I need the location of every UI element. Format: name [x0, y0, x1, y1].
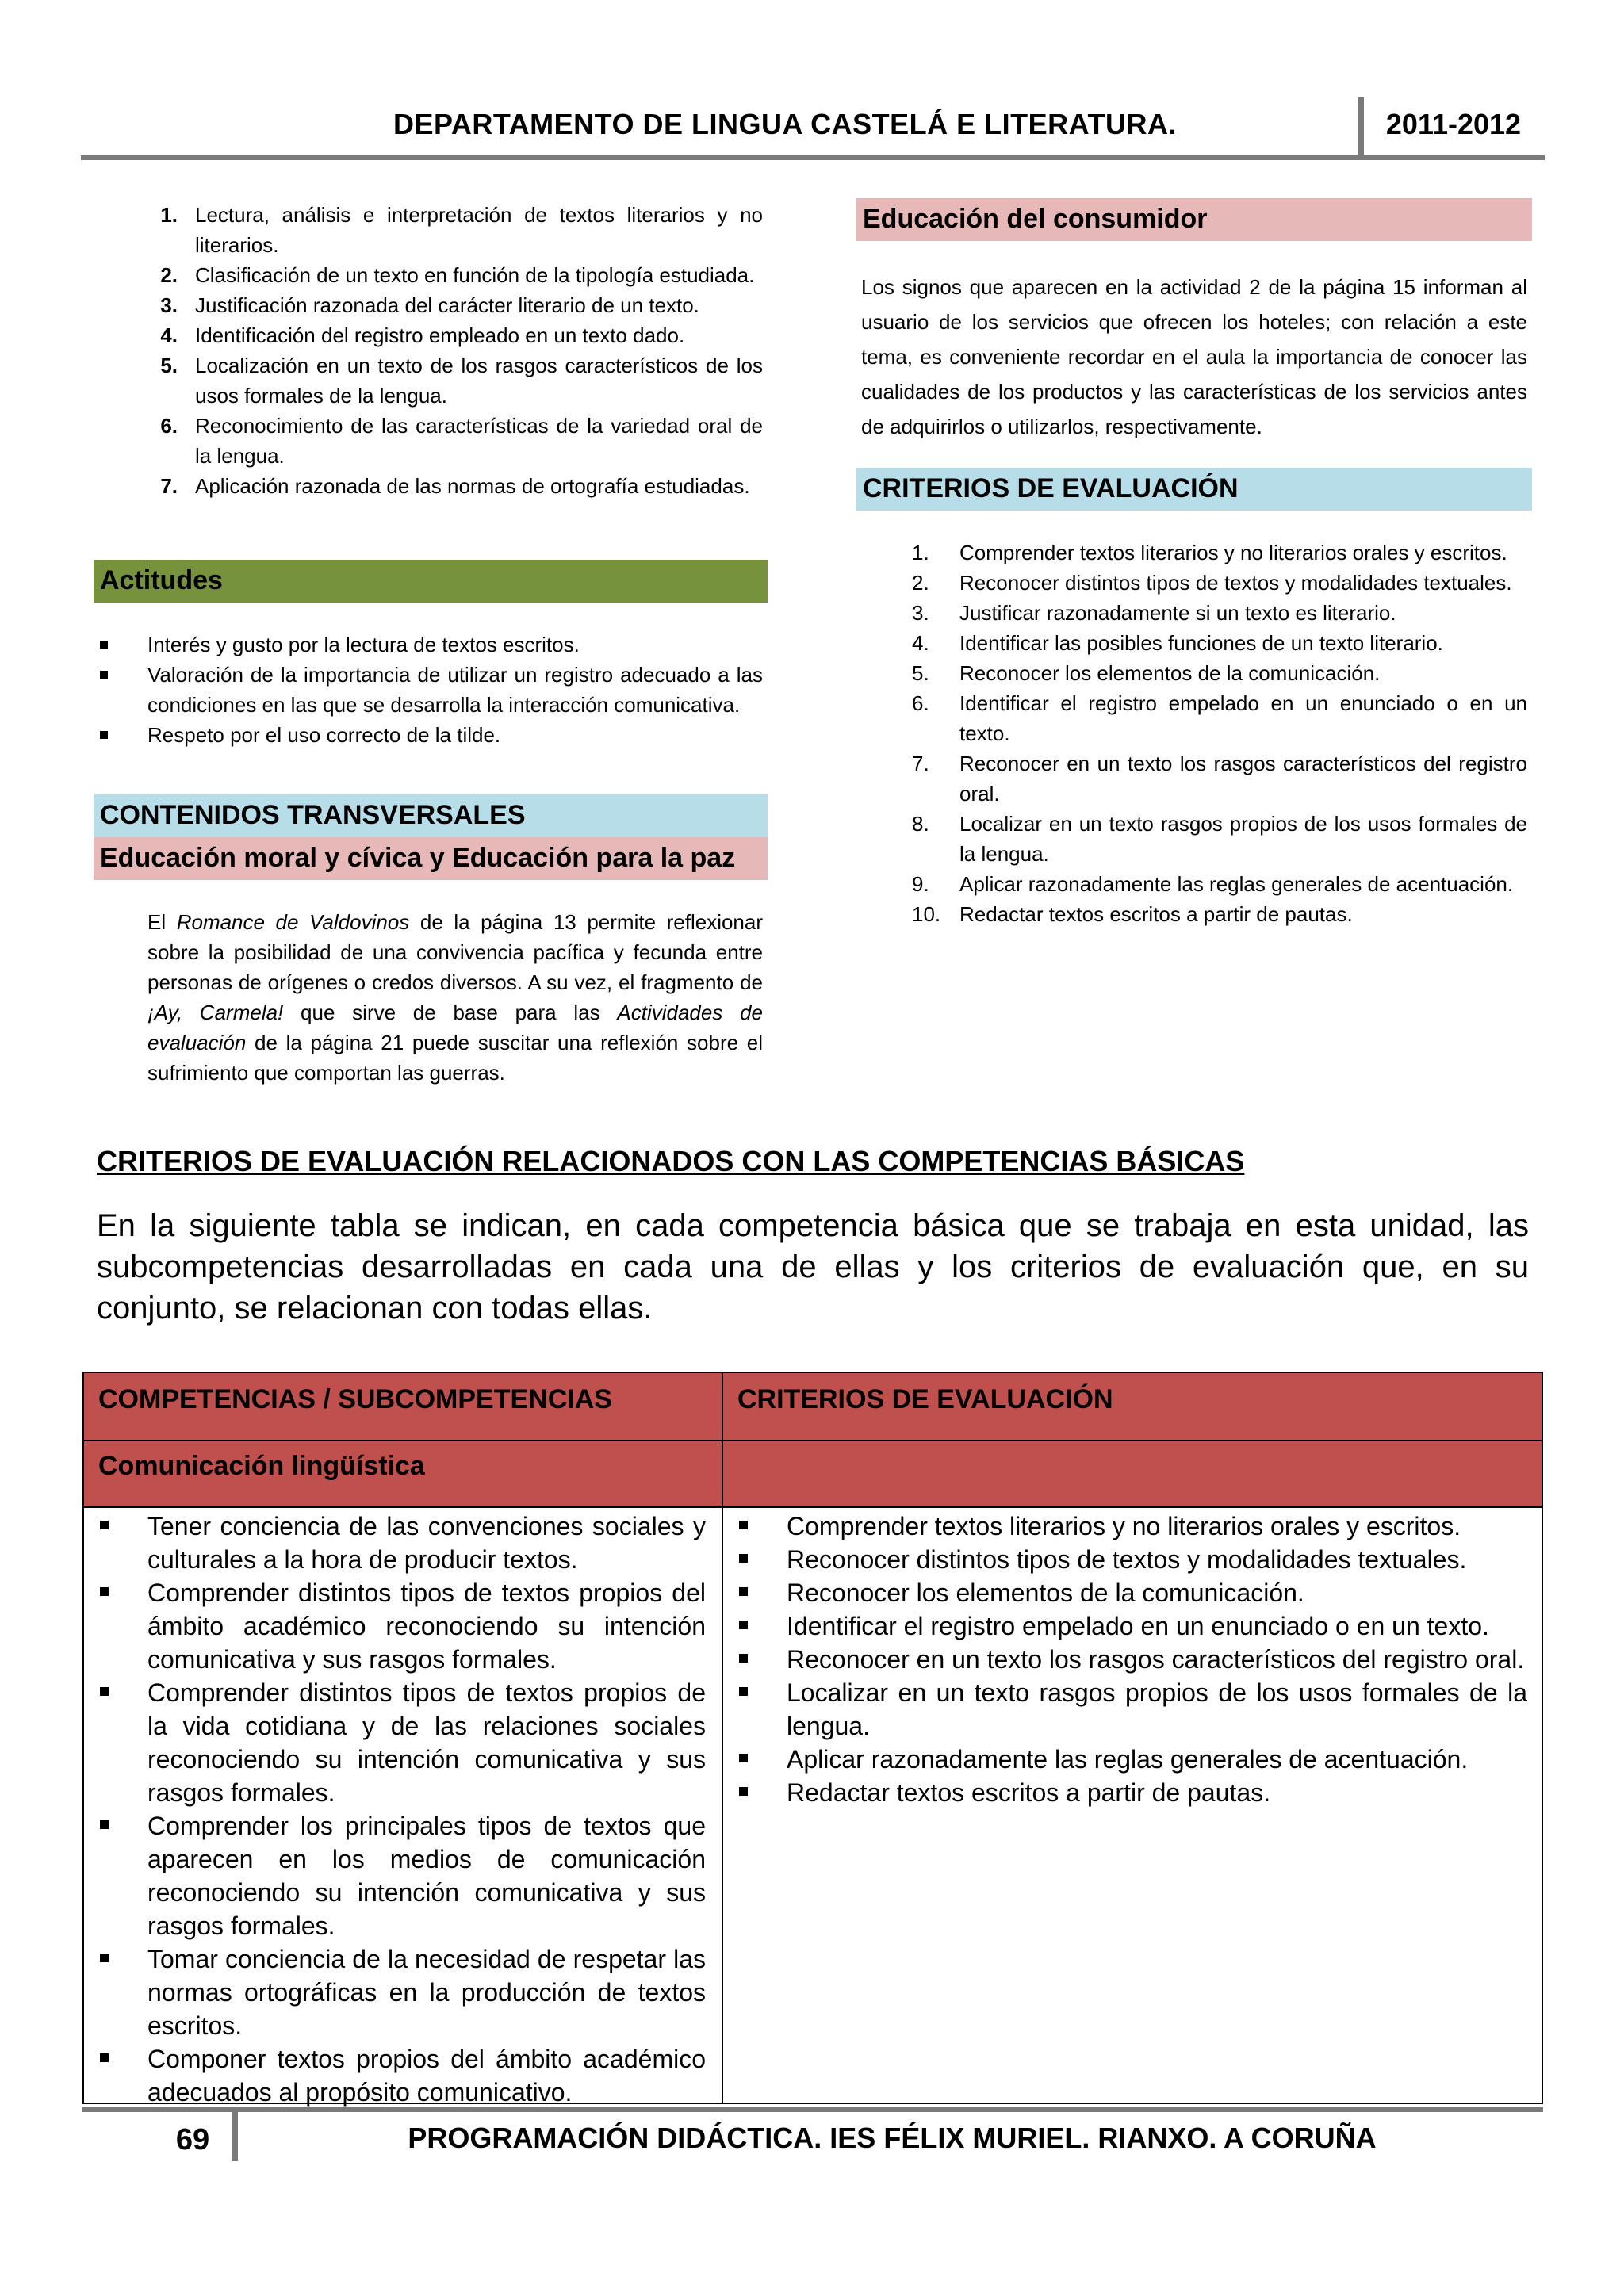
list-item: Reconocer en un texto los rasgos característicos del registro oral. — [723, 1643, 1527, 1676]
list-item — [912, 748, 1527, 809]
list-item — [143, 411, 763, 471]
item-number: 7. — [912, 752, 929, 775]
footer-divider — [232, 2112, 238, 2161]
list-item — [143, 260, 763, 290]
list-item — [912, 658, 1527, 688]
item-text: Reconocer los elementos de la comunicación. — [959, 661, 1381, 685]
item-text: Localizar en un texto rasgos propios de los usos formales de la lengua. — [959, 812, 1527, 866]
item-number: 9. — [912, 872, 929, 896]
list-item: Comprender distintos tipos de textos propios del ámbito académico reconociendo su intención comunicativa y sus rasgos formales. — [84, 1576, 706, 1676]
consumidor-paragraph: Los signos que aparecen en la actividad 2 de la página 15 informan al usuario de los servicios que ofrecen los hoteles; con relación a este tema, es conveniente recordar en el aula la importancia de conocer las cualidades de los productos y las características de los servicios antes de adquirirlos o utilizarlos, respectivamente. — [861, 275, 1527, 438]
item-text: Justificación razonada del carácter literario de un texto. — [195, 293, 699, 317]
actitudes-heading: Actitudes — [94, 560, 768, 603]
item-text: Comprender textos literarios y no literarios orales y escritos. — [959, 541, 1507, 564]
header-divider — [1358, 97, 1364, 160]
list-item — [912, 899, 1527, 929]
list-item — [912, 598, 1527, 628]
list-item: Identificar el registro empelado en un enunciado o en un texto. — [723, 1609, 1527, 1643]
criterios-table-list — [723, 1510, 1527, 1809]
list-item: Comprender distintos tipos de textos propios de la vida cotidiana y de las relaciones sociales reconociendo su intención comunicativa y sus rasgos formales. — [84, 1676, 706, 1809]
song-title: ¡Ay, Carmela! — [147, 1001, 284, 1024]
list-item: Redactar textos escritos a partir de pautas. — [723, 1776, 1527, 1809]
item-number: 6. — [160, 414, 178, 438]
item-number: 2. — [912, 571, 929, 595]
list-item — [143, 200, 763, 260]
footer-rule — [82, 2107, 1543, 2112]
item-text: Justificar razonadamente si un texto es literario. — [959, 601, 1396, 625]
list-item — [912, 568, 1527, 598]
list-item: Reconocer los elementos de la comunicación. — [723, 1576, 1527, 1609]
item-text: Aplicar razonadamente las reglas generales de acentuación. — [959, 872, 1514, 896]
item-text: Identificar las posibles funciones de un texto literario. — [959, 631, 1443, 655]
section-title: CRITERIOS DE EVALUACIÓN RELACIONADOS CON LAS COMPETENCIAS BÁSICAS — [97, 1145, 1245, 1177]
section-intro: En la siguiente tabla se indican, en cada competencia básica que se trabaja en esta unidad, las subcompetencias desarrolladas en cada una de ellas y los criterios de evaluación que, en su conjunto, se relacionan con todas ellas. — [97, 1208, 1529, 1326]
criterios-list — [912, 538, 1527, 929]
list-item: Localizar en un texto rasgos propios de los usos formales de la lengua. — [723, 1676, 1527, 1743]
row-divider — [84, 1506, 1542, 1508]
text-run: de la página 13 permite reflexionar sobre la posibilidad de una convivencia pacífica y fecunda entre personas de orígenes o credos diversos. A su vez, el fragmento de — [147, 910, 764, 994]
item-text: Reconocer en un texto los rasgos característicos del registro oral. — [959, 752, 1527, 806]
list-item — [143, 320, 763, 350]
item-text: Clasificación de un texto en función de la tipología estudiada. — [195, 263, 755, 287]
list-item: Tener conciencia de las convenciones sociales y culturales a la hora de producir textos. — [84, 1510, 706, 1576]
item-number: 5. — [160, 354, 178, 377]
list-item — [912, 688, 1527, 748]
item-number: 5. — [912, 661, 929, 685]
footer-title: PROGRAMACIÓN DIDÁCTICA. IES FÉLIX MURIEL. RIANXO. A CORUÑA — [408, 2122, 1377, 2154]
text-run: que sirve de base para las — [283, 1001, 618, 1024]
item-number: 2. — [160, 263, 178, 287]
text-run: de la página 21 puede suscitar una reflexión sobre el sufrimiento que comportan las guerras. — [147, 1031, 763, 1085]
item-number: 1. — [160, 203, 178, 227]
criterios-heading: CRITERIOS DE EVALUACIÓN — [856, 468, 1532, 511]
item-text: Redactar textos escritos a partir de pautas. — [959, 902, 1353, 926]
item-text: Aplicación razonada de las normas de ortografía estudiadas. — [195, 474, 750, 498]
list-item: Tomar conciencia de la necesidad de respetar las normas ortográficas en la producción de textos escritos. — [84, 1942, 706, 2042]
item-number: 7. — [160, 474, 178, 498]
item-number: 1. — [912, 541, 929, 564]
item-text: Identificación del registro empleado en un texto dado. — [195, 323, 685, 347]
list-item: Valoración de la importancia de utilizar un registro adecuado a las condiciones en las que se desarrolla la interacción comunicativa. — [97, 660, 763, 720]
book-title: Romance de Valdovinos — [176, 910, 410, 934]
item-number: 3. — [912, 601, 929, 625]
list-item: Comprender los principales tipos de textos que aparecen en los medios de comunicación reconociendo su intención comunicativa y sus rasgos formales. — [84, 1809, 706, 1942]
page-number: 69 — [175, 2123, 210, 2156]
item-number: 10. — [912, 902, 941, 926]
transversales-heading: CONTENIDOS TRANSVERSALES — [94, 794, 768, 837]
col-header-criterios: CRITERIOS DE EVALUACIÓN — [737, 1384, 1113, 1414]
list-item — [912, 869, 1527, 899]
item-number: 8. — [912, 812, 929, 836]
competencias-table — [82, 1372, 1543, 2107]
header-title: DEPARTAMENTO DE LINGUA CASTELÁ E LITERATURA. — [393, 108, 1177, 140]
list-item — [143, 471, 763, 501]
subheader-comunicacion: Comunicación lingüística — [98, 1451, 425, 1481]
item-number: 3. — [160, 293, 178, 317]
moral-heading: Educación moral y cívica y Educación para la paz — [94, 837, 768, 880]
competencias-list — [84, 1510, 706, 2109]
list-item — [143, 350, 763, 411]
list-item: Aplicar razonadamente las reglas generales de acentuación. — [723, 1743, 1527, 1776]
list-item: Componer textos propios del ámbito académico adecuados al propósito comunicativo. — [84, 2042, 706, 2109]
col-header-competencias: COMPETENCIAS / SUBCOMPETENCIAS — [98, 1384, 612, 1414]
item-text: Identificar el registro empelado en un enunciado o en un texto. — [959, 691, 1527, 745]
item-text: Lectura, análisis e interpretación de textos literarios y no literarios. — [195, 203, 763, 257]
consumidor-heading: Educación del consumidor — [856, 198, 1532, 241]
list-item: Comprender textos literarios y no literarios orales y escritos. — [723, 1510, 1527, 1543]
list-item — [912, 809, 1527, 869]
actitudes-list — [97, 629, 763, 750]
text-run: El — [147, 910, 177, 934]
header-rule — [81, 155, 1545, 160]
list-item: Interés y gusto por la lectura de textos escritos. — [97, 629, 763, 660]
item-number: 4. — [160, 323, 178, 347]
list-item — [912, 538, 1527, 568]
moral-paragraph — [147, 907, 763, 1088]
item-text: Localización en un texto de los rasgos característicos de los usos formales de la lengua. — [195, 354, 763, 408]
activities-title: Actividades de evaluación — [147, 1001, 763, 1054]
item-number: 4. — [912, 631, 929, 655]
list-item — [912, 628, 1527, 658]
item-text: Reconocimiento de las características de la variedad oral de la lengua. — [195, 414, 763, 468]
header-year: 2011-2012 — [1385, 108, 1522, 140]
item-text: Reconocer distintos tipos de textos y modalidades textuales. — [959, 571, 1512, 595]
item-number: 6. — [912, 691, 929, 715]
list-item — [143, 290, 763, 320]
procedures-list — [143, 200, 763, 501]
list-item: Respeto por el uso correcto de la tilde. — [97, 720, 763, 750]
list-item: Reconocer distintos tipos de textos y modalidades textuales. — [723, 1543, 1527, 1576]
